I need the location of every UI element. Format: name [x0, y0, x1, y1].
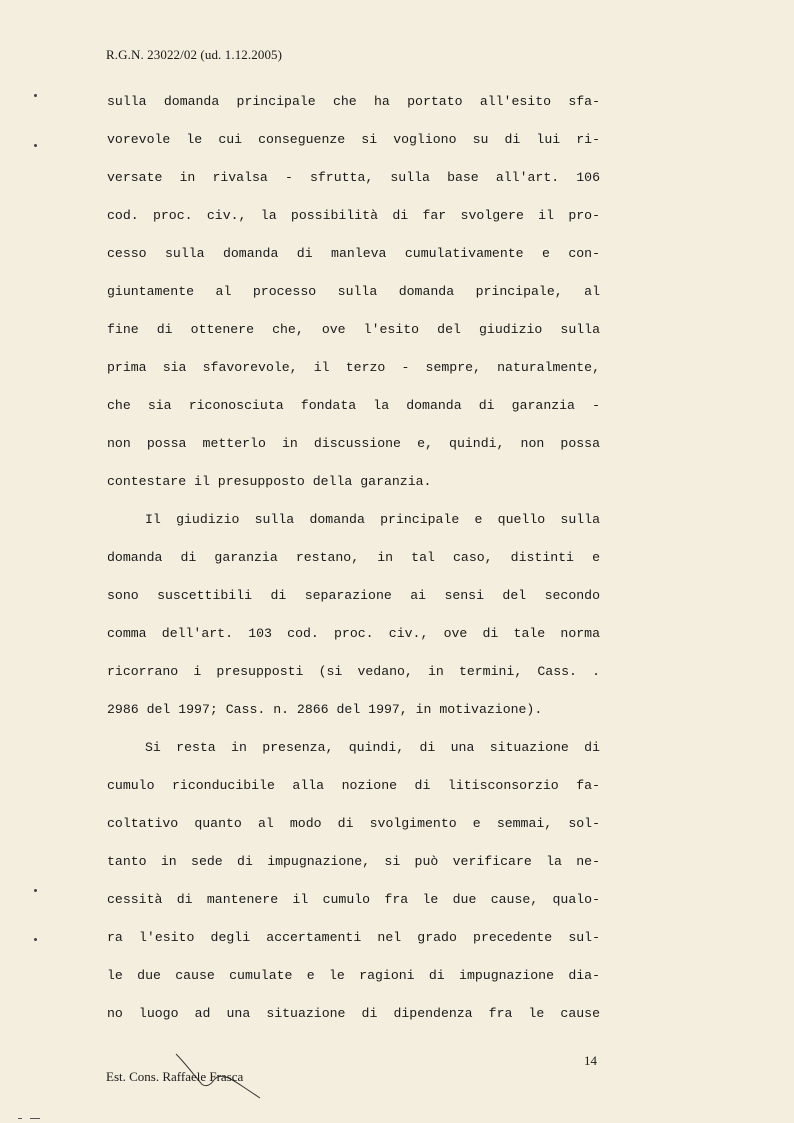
text-line: contestare il presupposto della garanzia.: [107, 474, 432, 489]
text-line: tanto in sede di impugnazione, si può verificare la ne-: [107, 854, 600, 869]
scan-edge-mark: [18, 1118, 22, 1119]
text-line: ra l'esito degli accertamenti nel grado precedente sul-: [107, 930, 600, 945]
margin-mark: [34, 938, 37, 941]
judge-signature-line: Est. Cons. Raffaele Frasca: [106, 1069, 244, 1084]
text-line: le due cause cumulate e le ragioni di impugnazione dia-: [107, 968, 600, 983]
text-line: sulla domanda principale che ha portato all'esito sfa-: [107, 94, 600, 109]
margin-mark: [34, 94, 37, 97]
page-number: 14: [584, 1053, 597, 1068]
text-line: prima sia sfavorevole, il terzo - sempre, naturalmente,: [107, 360, 600, 375]
text-line: cesso sulla domanda di manleva cumulativamente e con-: [107, 246, 600, 261]
margin-mark: [34, 144, 37, 147]
paragraph-start-line: Il giudizio sulla domanda principale e quello sulla: [145, 512, 600, 527]
text-line: giuntamente al processo sulla domanda principale, al: [107, 284, 600, 299]
text-line: domanda di garanzia restano, in tal caso, distinti e: [107, 550, 600, 565]
scan-edge-mark: [30, 1118, 40, 1119]
text-line: comma dell'art. 103 cod. proc. civ., ove di tale norma: [107, 626, 600, 641]
text-line: non possa metterlo in discussione e, quindi, non possa: [107, 436, 600, 451]
text-line: no luogo ad una situazione di dipendenza fra le cause: [107, 1006, 600, 1021]
margin-mark: [34, 889, 37, 892]
text-line: vorevole le cui conseguenze si vogliono su di lui ri-: [107, 132, 600, 147]
text-line: versate in rivalsa - sfrutta, sulla base all'art. 106: [107, 170, 600, 185]
text-line: cessità di mantenere il cumulo fra le due cause, qualo-: [107, 892, 600, 907]
document-body: [107, 90, 600, 1040]
text-line: fine di ottenere che, ove l'esito del giudizio sulla: [107, 322, 600, 337]
text-line: cod. proc. civ., la possibilità di far svolgere il pro-: [107, 208, 600, 223]
paragraph-start-line: Si resta in presenza, quindi, di una situazione di: [145, 740, 600, 755]
text-line: coltativo quanto al modo di svolgimento e semmai, sol-: [107, 816, 600, 831]
text-line: che sia riconosciuta fondata la domanda di garanzia -: [107, 398, 600, 413]
text-line: 2986 del 1997; Cass. n. 2866 del 1997, in motivazione).: [107, 702, 543, 717]
text-line: ricorrano i presupposti (si vedano, in termini, Cass. .: [107, 664, 600, 679]
case-reference-header: R.G.N. 23022/02 (ud. 1.12.2005): [106, 47, 283, 62]
text-line: cumulo riconducibile alla nozione di litisconsorzio fa-: [107, 778, 600, 793]
text-line: sono suscettibili di separazione ai sensi del secondo: [107, 588, 600, 603]
